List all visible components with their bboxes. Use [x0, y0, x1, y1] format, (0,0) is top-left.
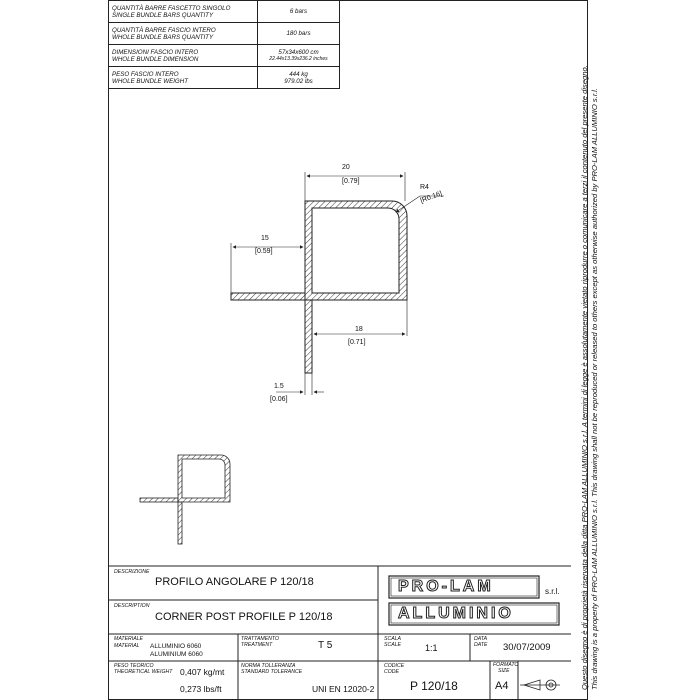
- info-label-en: SINGLE BUNDLE BARS QUANTITY: [112, 11, 214, 19]
- material-label-it: MATERIALE: [114, 636, 144, 642]
- info-value: 444 kg: [289, 70, 308, 78]
- weight-lbs: 0,273 lbs/ft: [180, 684, 222, 694]
- dim-left: 15: [261, 235, 269, 242]
- code: P 120/18: [410, 679, 458, 693]
- treatment-label-it: TRATTAMENTO: [241, 636, 280, 642]
- dim-width-inch: [0.79]: [342, 178, 360, 185]
- info-label-en: WHOLE BUNDLE BARS QUANTITY: [112, 33, 214, 41]
- format: A4: [495, 680, 509, 692]
- info-label-it: QUANTITÀ BARRE FASCETTO SINGOLO: [112, 4, 231, 12]
- format-label-it: FORMATO: [493, 662, 519, 668]
- scale-label-it: SCALA: [384, 636, 402, 642]
- date: 30/07/2009: [503, 642, 551, 653]
- dim-right-inch: [0.71]: [348, 339, 366, 346]
- info-value: 57x34x600 cm: [278, 49, 319, 56]
- info-label-en: WHOLE BUNDLE WEIGHT: [112, 77, 188, 85]
- weight-label-it: PESO TEORICO: [114, 663, 154, 669]
- dim-radius: R4: [420, 184, 429, 191]
- tolerance-label-en: STANDARD TOLERANCE: [241, 669, 303, 675]
- logo-suffix: s.r.l.: [545, 587, 560, 596]
- desc-en: CORNER POST PROFILE P 120/18: [155, 611, 333, 623]
- desc-en-label: DESCRIPTION: [114, 603, 150, 609]
- date-label-it: DATA: [474, 636, 488, 642]
- tolerance: UNI EN 12020-2: [312, 684, 375, 694]
- info-value: 180 bars: [258, 23, 340, 45]
- info-label-it: PESO FASCIO INTERO: [112, 70, 179, 78]
- logo-line2: ALLUMINIO: [398, 605, 514, 622]
- desc-it-label: DESCRIZIONE: [114, 569, 150, 575]
- scale-label-en: SCALE: [384, 642, 402, 648]
- dim-width: 20: [342, 164, 350, 171]
- tolerance-label-it: NORMA TOLLERANZA: [241, 663, 296, 669]
- dim-thickness: 1.5: [274, 383, 284, 390]
- profile-thumbnail: [140, 455, 230, 544]
- logo-line1: PRO-LAM: [398, 578, 494, 595]
- copyright-note-en: This drawing is a property of PRO-LAM ALLUMINIO s.r.l. This drawing shall not be reproduced or released to others except as otherwise authorized by PRO-LAM ALLUMINIO s.r.l.: [590, 88, 599, 690]
- material-it: ALLUMINIO 6060: [150, 643, 202, 650]
- info-label-it: DIMENSIONI FASCIO INTERO: [112, 48, 199, 56]
- profile-section-main: [231, 201, 407, 373]
- dim-radius-inch: [R0.16]: [419, 190, 444, 205]
- info-value-imperial: 979.02 lbs: [284, 77, 313, 85]
- code-label-en: CODE: [384, 669, 399, 675]
- treatment: T 5: [318, 640, 333, 651]
- format-label-en: SIZE: [498, 668, 510, 674]
- weight-kg: 0,407 kg/mt: [180, 667, 225, 677]
- dim-left-inch: [0.59]: [255, 248, 273, 255]
- copyright-note-it: Questo disegno è di proprietà riservata della ditta PRO-LAM ALLUMINIO s.r.l. A termini di legge è assolutamente vietato riprodurre o comunicare a terzi il contenuto del presente disegno.: [580, 65, 589, 690]
- material-label-en: MATERIAL: [114, 643, 140, 649]
- dim-thickness-inch: [0.06]: [270, 396, 288, 403]
- code-label-it: CODICE: [384, 663, 405, 669]
- info-label-it: QUANTITÀ BARRE FASCIO INTERO: [112, 26, 216, 34]
- material-en: ALUMINIUM 6060: [150, 651, 203, 658]
- info-value: 6 bars: [258, 1, 340, 23]
- scale: 1:1: [425, 643, 438, 653]
- date-label-en: DATE: [474, 642, 488, 648]
- info-value-imperial: 22.44x13.39x236.2 inches: [269, 56, 328, 62]
- dim-right: 18: [355, 326, 363, 333]
- weight-label-en: THEORETICAL WEIGHT: [114, 669, 173, 675]
- copyright-note: [580, 65, 600, 690]
- info-label-en: WHOLE BUNDLE DIMENSION: [112, 55, 199, 63]
- treatment-label-en: TREATMENT: [241, 642, 273, 648]
- desc-it: PROFILO ANGOLARE P 120/18: [155, 576, 314, 588]
- projection-symbol-icon: [520, 680, 560, 690]
